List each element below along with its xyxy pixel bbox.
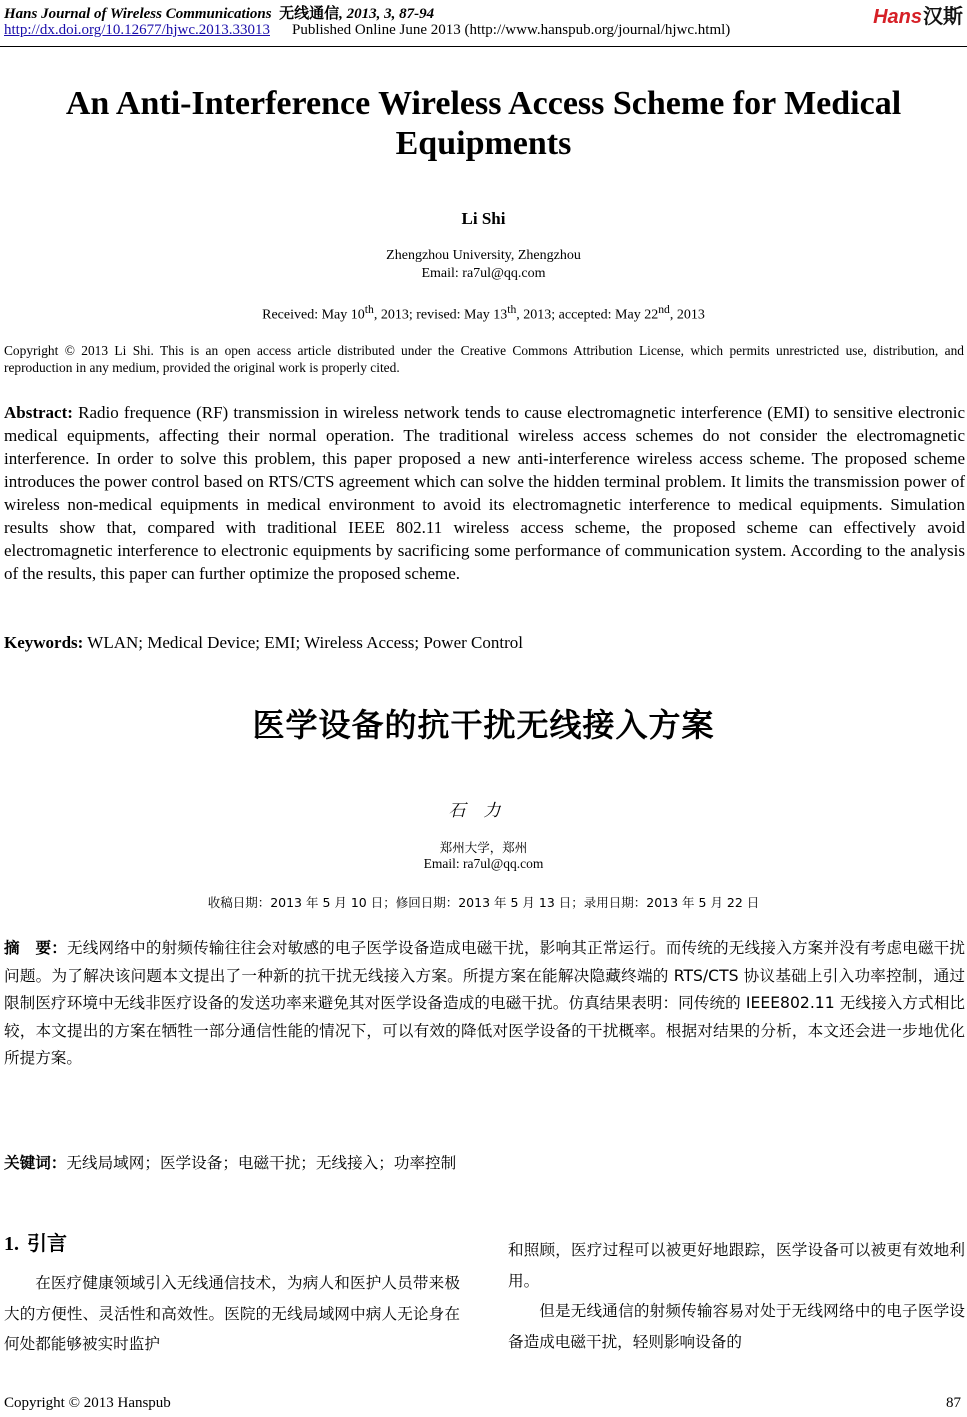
journal-volume: , 2013, 3, 87-94 bbox=[339, 6, 435, 22]
abstract-text-zh: 无线网络中的射频传输往往会对敏感的电子医学设备造成电磁干扰，影响其正常运行。而传统的无线接入方案并没有考虑电磁干扰问题。为了解决该问题本文提出了一种新的抗干扰无线接入方案。所提方案在能解决隐藏终端的 RTS/CTS 协议基础上引入功率控制，通过限制医疗环境中无线非医疗设备的发送功率来避免其对医学设备造成的电磁干扰。仿真结果表明：同传统的 IEEE802.11 无线接入方式相比较，本文提出的方案在牺牲一部分通信性能的情况下，可以有效的降低对医学设备的干扰概率。根据对结果的分析，本文还会进一步地优化所提方案。 bbox=[4, 939, 965, 1067]
journal-name: Hans Journal of Wireless Communications bbox=[4, 6, 272, 22]
abstract-label-zh: 摘 要： bbox=[4, 939, 68, 957]
section-number: 1. bbox=[4, 1233, 19, 1255]
hans-logo bbox=[873, 0, 963, 29]
keywords bbox=[4, 631, 965, 654]
revised-label: , 2013; revised: May 13 bbox=[373, 307, 508, 323]
body-column-right bbox=[508, 1235, 965, 1357]
author-name: Li Shi bbox=[461, 209, 506, 228]
revised-sup: th bbox=[507, 303, 517, 316]
paper-title: An Anti-Interference Wireless Access Scheme for Medical Equipments bbox=[65, 85, 902, 162]
received-label: Received: May 10 bbox=[262, 307, 365, 323]
affiliation: Zhengzhou University, Zhengzhou bbox=[386, 248, 581, 263]
header-divider bbox=[0, 46, 967, 47]
received-sup: th bbox=[364, 303, 374, 316]
email-zh: Email: ra7ul@qq.com bbox=[423, 856, 544, 871]
body-column-left bbox=[4, 1268, 460, 1360]
doi-link[interactable]: http://dx.doi.org/10.12677/hjwc.2013.33013 bbox=[4, 22, 270, 38]
accepted-label: , 2013; accepted: May 22 bbox=[516, 307, 659, 323]
received-dates-zh: 收稿日期：2013 年 5 月 10 日；修回日期：2013 年 5 月 13 日；录用日期：2013 年 5 月 22 日 bbox=[207, 895, 760, 910]
logo-text-en: Hans bbox=[873, 6, 922, 28]
body-paragraph: 和照顾，医疗过程可以被更好地跟踪，医学设备可以被更有效地利用。 bbox=[508, 1241, 965, 1290]
paper-title-zh: 医学设备的抗干扰无线接入方案 bbox=[252, 706, 715, 744]
keywords-zh bbox=[4, 1150, 965, 1177]
keywords-label: Keywords: bbox=[4, 633, 84, 652]
dates-tail: , 2013 bbox=[669, 307, 705, 323]
footer-copyright: Copyright © 2013 Hanspub bbox=[4, 1395, 171, 1411]
author-name-zh: 石力 bbox=[448, 801, 519, 821]
accepted-sup: nd bbox=[658, 303, 670, 316]
copyright-notice: Copyright © 2013 Li Shi. This is an open access article distributed under the Creative Commons Attribution License, which permits unrestricted use, distribution, and reproduction in any medium, provided the original work is properly cited. bbox=[4, 343, 964, 375]
body-paragraph: 在医疗健康领域引入无线通信技术，为病人和医护人员带来极大的方便性、灵活性和高效性。医院的无线局域网中病人无论身在何处都能够被实时监护 bbox=[4, 1274, 460, 1353]
published-online: Published Online June 2013 (http://www.hanspub.org/journal/hjwc.html) bbox=[291, 22, 731, 38]
section-title: 引言 bbox=[27, 1231, 67, 1255]
keywords-text: WLAN; Medical Device; EMI; Wireless Access; Power Control bbox=[83, 633, 523, 652]
received-dates bbox=[0, 303, 967, 324]
email: Email: ra7ul@qq.com bbox=[421, 266, 546, 281]
doi-line bbox=[4, 22, 730, 39]
journal-citation bbox=[4, 2, 434, 23]
abstract bbox=[4, 401, 965, 585]
keywords-label-zh: 关键词： bbox=[4, 1154, 67, 1172]
journal-name-zh: 无线通信 bbox=[279, 6, 340, 22]
abstract-label: Abstract: bbox=[4, 403, 73, 422]
affiliation-zh: 郑州大学，郑州 bbox=[439, 840, 528, 855]
keywords-text-zh: 无线局域网；医学设备；电磁干扰；无线接入；功率控制 bbox=[66, 1154, 457, 1172]
body-paragraph: 但是无线通信的射频传输容易对处于无线网络中的电子医学设备造成电磁干扰，轻则影响设备的 bbox=[508, 1302, 965, 1351]
section-heading bbox=[4, 1227, 67, 1256]
page-number: 87 bbox=[946, 1395, 961, 1411]
abstract-text: Radio frequence (RF) transmission in wireless network tends to cause electromagnetic interference (EMI) to sensitive electronic medical equipments, affecting their normal operation. The traditional wireless access schemes do not consider the electromagnetic interference. In order to solve this problem, this paper proposed a new anti-interference wireless access scheme. The proposed scheme introduces the power control based on RTS/CTS agreement which can solve the hidden terminal problem. It limits the transmission power of wireless non-medical equipments in medical environment to avoid its electromagnetic interference to medical equipments. Simulation results show that, compared with traditional IEEE 802.11 wireless access scheme, the proposed scheme can effectively avoid electromagnetic interference to electronic equipments by sacrificing some performance of communication system. According to the analysis of the results, this paper can further optimize the proposed scheme. bbox=[4, 403, 965, 583]
abstract-zh bbox=[4, 935, 965, 1073]
logo-text-zh: 汉斯 bbox=[923, 6, 963, 28]
